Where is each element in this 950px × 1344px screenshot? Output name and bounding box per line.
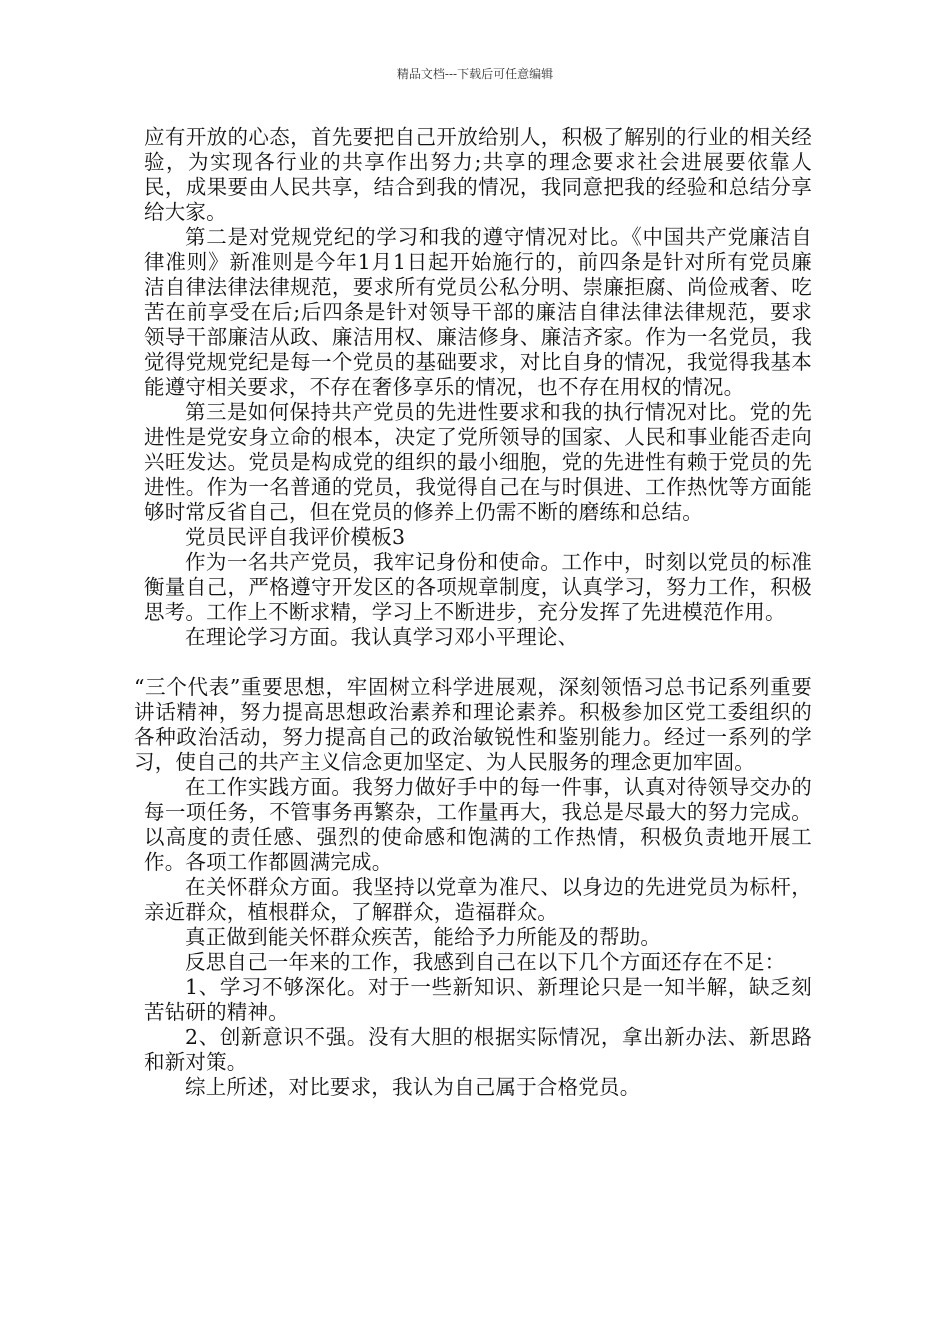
section-title: 党员民评自我评价模板3 <box>185 525 406 549</box>
list-item-2: 2、创新意识不强。没有大胆的根据实际情况，拿出新办法、新思路和新对策。 <box>144 1025 812 1074</box>
paragraph-10: 反思自己一年来的工作，我感到自己在以下几个方面还存在不足： <box>185 950 786 974</box>
document-body <box>134 125 812 1100</box>
list-item-1: 1、学习不够深化。对于一些新知识、新理论只是一知半解，缺乏刻苦钻研的精神。 <box>144 975 812 1024</box>
paragraph-6: “三个代表”重要思想，牢固树立科学进展观，深刻领悟习总书记系列重要讲话精神，努力提高思想政治素养和理论素养。积极参加区党工委组织的各种政治活动，努力提高自己的政治敏锐性和鉴别能力。经过一系列的学习，使自己的共产主义信念更加坚定、为人民服务的理念更加牢固。 <box>134 675 812 774</box>
paragraph-2: 第二是对党规党纪的学习和我的遵守情况对比。《中国共产党廉洁自律准则》新准则是今年1月1日起开始施行的，前四条是针对所有党员廉洁自律法律法律规范，要求所有党员公私分明、崇廉拒腐、尚俭戒奢、吃苦在前享受在后;后四条是针对领导干部的廉洁自律法律法律规范，要求领导干部廉洁从政、廉洁用权、廉洁修身、廉洁齐家。作为一名党员，我觉得党规党纪是每一个党员的基础要求，对比自身的情况，我觉得我基本能遵守相关要求，不存在奢侈享乐的情况，也不存在用权的情况。 <box>144 225 812 399</box>
paragraph-8: 在关怀群众方面。我坚持以党章为准尺、以身边的先进党员为标杆，亲近群众，植根群众，了解群众，造福群众。 <box>144 875 812 924</box>
page-header: 精品文档---下载后可任意编辑 <box>396 67 554 81</box>
paragraph-9: 真正做到能关怀群众疾苦，能给予力所能及的帮助。 <box>185 925 662 949</box>
paragraph-7: 在工作实践方面。我努力做好手中的每一件事，认真对待领导交办的每一项任务，不管事务再繁杂，工作量再大，我总是尽最大的努力完成。以高度的责任感、强烈的使命感和饱满的工作热情，积极负责地开展工作。各项工作都圆满完成。 <box>144 775 812 874</box>
paragraph-1: 应有开放的心态，首先要把自己开放给别人，积极了解别的行业的相关经验，为实现各行业的共享作出努力;共享的理念要求社会进展要依靠人民，成果要由人民共享，结合到我的情况，我同意把我的经验和总结分享给大家。 <box>144 125 812 224</box>
paragraph-5: 在理论学习方面。我认真学习邓小平理论、 <box>185 625 579 649</box>
conclusion: 综上所述，对比要求，我认为自己属于合格党员。 <box>185 1075 641 1099</box>
paragraph-3: 第三是如何保持共产党员的先进性要求和我的执行情况对比。党的先进性是党安身立命的根本，决定了党所领导的国家、人民和事业能否走向兴旺发达。党员是构成党的组织的最小细胞，党的先进性有赖于党员的先进性。作为一名普通的党员，我觉得自己在与时俱进、工作热忱等方面能够时常反省自己，但在党员的修养上仍需不断的磨练和总结。 <box>144 400 812 524</box>
paragraph-4: 作为一名共产党员，我牢记身份和使命。工作中，时刻以党员的标准衡量自己，严格遵守开发区的各项规章制度，认真学习，努力工作，积极思考。工作上不断求精，学习上不断进步，充分发挥了先进模范作用。 <box>144 550 812 624</box>
